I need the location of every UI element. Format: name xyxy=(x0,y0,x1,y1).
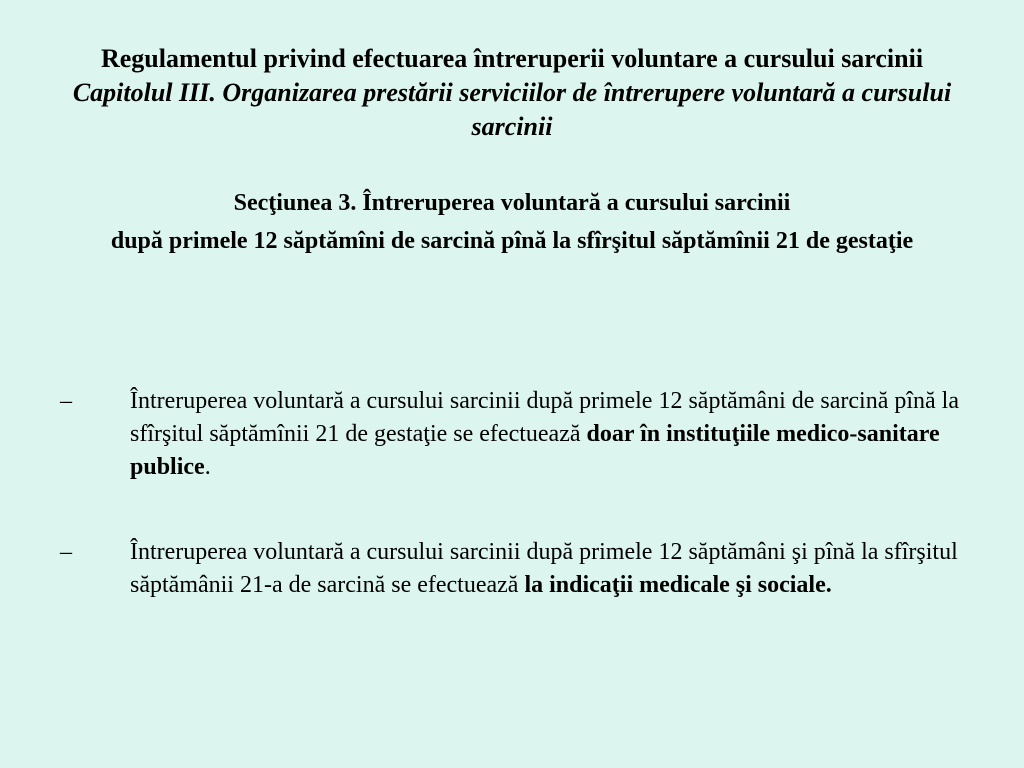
section-subtitle: după primele 12 săptămîni de sarcină pînă la sfîrşitul săptămînii 21 de gestaţie xyxy=(110,228,914,254)
bullet-emphasis: la indicaţii medicale şi sociale. xyxy=(524,572,832,598)
slide-title xyxy=(40,42,984,144)
regulation-title: Regulamentul privind efectuarea întreruperii voluntare a cursului sarcinii xyxy=(100,44,924,73)
bullet-list xyxy=(60,385,960,654)
bullet-suffix: . xyxy=(204,454,211,480)
list-item xyxy=(60,385,960,484)
list-item xyxy=(60,536,960,602)
bullet-text: Întreruperea voluntară a cursului sarcinii după primele 12 săptămâni şi pînă la sfîrşitul săptămânii 21-a de sarcină se efectuează xyxy=(130,539,958,598)
section-title: Secţiunea 3. Întreruperea voluntară a cursului sarcinii xyxy=(233,190,791,216)
bullet-text: Întreruperea voluntară a cursului sarcinii după primele 12 săptămâni de sarcină pînă la sfîrşitul săptămînii 21 de gestaţie se efectuează xyxy=(130,388,959,447)
dash-marker: – xyxy=(60,388,72,414)
chapter-title: Capitolul III. Organizarea prestării serviciilor de întrerupere voluntară a cursului sarcinii xyxy=(72,78,952,141)
bullet-emphasis: doar în instituţiile medico-sanitare publice xyxy=(130,421,940,480)
section-heading xyxy=(60,187,964,257)
dash-marker: – xyxy=(60,539,72,565)
